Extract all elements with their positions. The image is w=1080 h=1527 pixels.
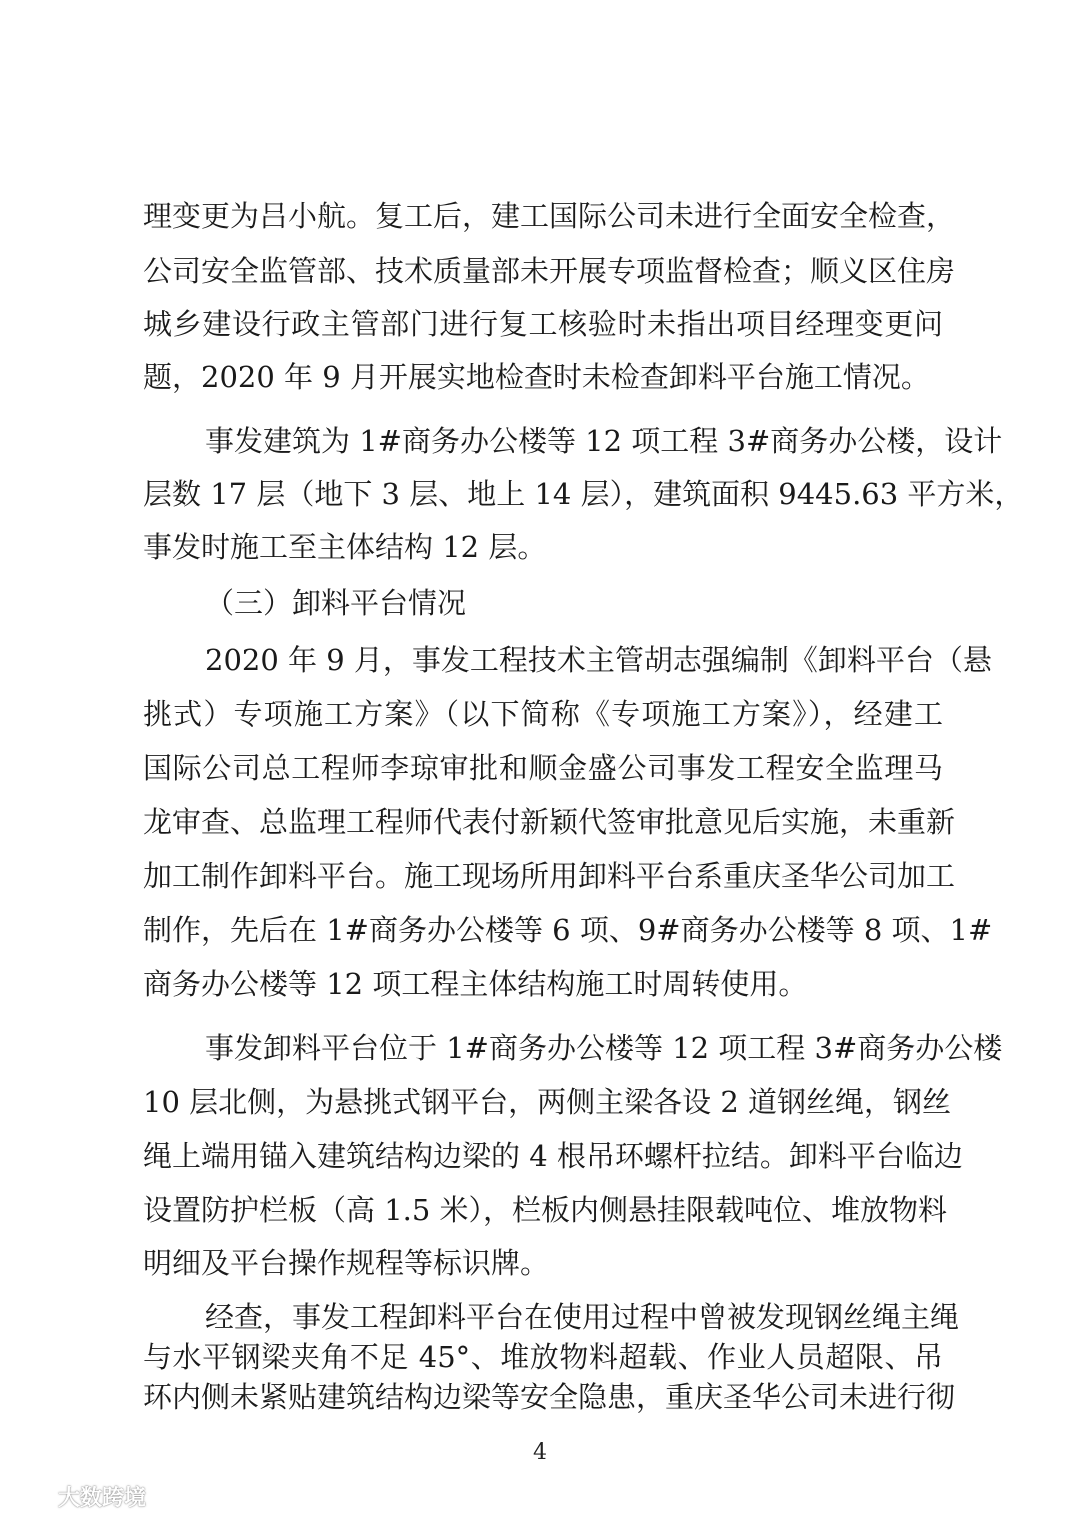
body-text-line: 2020 年 9 月，事发工程技术主管胡志强编制《卸料平台（悬	[205, 643, 992, 677]
body-text-line: 城乡建设行政主管部门进行复工核验时未指出项目经理变更问	[143, 307, 943, 341]
body-text-line: 理变更为吕小航。复工后，建工国际公司未进行全面安全检查，	[143, 199, 956, 233]
watermark	[14, 1478, 146, 1514]
weibo-logo-icon	[14, 1482, 52, 1510]
body-text-line: 国际公司总工程师李琼审批和顺金盛公司事发工程安全监理马	[143, 751, 943, 785]
page-number: 4	[533, 1440, 547, 1465]
body-text-line: 商务办公楼等 12 项工程主体结构施工时周转使用。	[143, 967, 808, 1001]
body-text-line: 加工制作卸料平台。施工现场所用卸料平台系重庆圣华公司加工	[143, 859, 956, 893]
body-text-line: 明细及平台操作规程等标识牌。	[143, 1246, 550, 1280]
body-text-line: 事发时施工至主体结构 12 层。	[143, 530, 547, 564]
body-text-line: 环内侧未紧贴建筑结构边梁等安全隐患，重庆圣华公司未进行彻	[143, 1380, 956, 1414]
body-text-line: 设置防护栏板（高 1.5 米），栏板内侧悬挂限载吨位、堆放物料	[143, 1193, 948, 1227]
body-text-line: 挑式）专项施工方案》（以下简称《专项施工方案》），经建工	[143, 697, 943, 731]
watermark-text: 大数跨境	[58, 1485, 147, 1511]
body-text-line: 公司安全监管部、技术质量部未开展专项监督检查；顺义区住房	[143, 254, 956, 288]
body-text-line: 经查，事发工程卸料平台在使用过程中曾被发现钢丝绳主绳	[205, 1300, 960, 1334]
body-text-line: 题，2020 年 9 月开展实地检查时未检查卸料平台施工情况。	[143, 360, 930, 394]
body-text-line: 与水平钢梁夹角不足 45°、堆放物料超载、作业人员超限、吊	[143, 1340, 943, 1374]
body-text-line: 绳上端用锚入建筑结构边梁的 4 根吊环螺杆拉结。卸料平台临边	[143, 1139, 963, 1173]
body-text-line: 事发建筑为 1#商务办公楼等 12 项工程 3#商务办公楼，设计	[205, 424, 1003, 458]
section-heading: （三）卸料平台情况	[205, 586, 467, 620]
body-text-line: 事发卸料平台位于 1#商务办公楼等 12 项工程 3#商务办公楼	[205, 1031, 1003, 1065]
body-text-line: 层数 17 层（地下 3 层、地上 14 层），建筑面积 9445.63 平方米，	[143, 477, 1024, 511]
body-text-line: 10 层北侧，为悬挑式钢平台，两侧主梁各设 2 道钢丝绳，钢丝	[143, 1085, 952, 1119]
body-text-line: 制作，先后在 1#商务办公楼等 6 项、9#商务办公楼等 8 项、1#	[143, 913, 993, 947]
body-text-line: 龙审查、总监理工程师代表付新颖代签审批意见后实施，未重新	[143, 805, 956, 839]
